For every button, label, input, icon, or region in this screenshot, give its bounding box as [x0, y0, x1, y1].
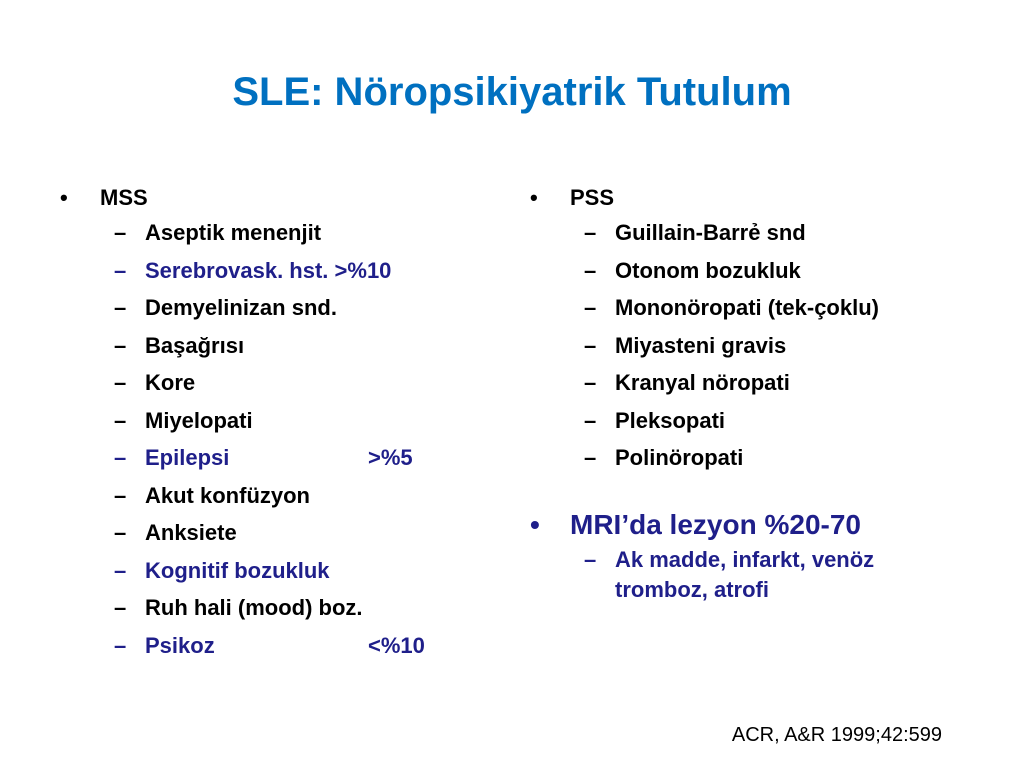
pss-heading: PSS: [570, 185, 615, 210]
dash-icon: –: [584, 370, 597, 395]
dash-icon: –: [114, 257, 127, 283]
list-item-otonom: – Otonom bozukluk: [530, 252, 950, 290]
list-item-miyasteni: – Miyasteni gravis: [530, 327, 950, 365]
list-item-mri-detail-cont: tromboz, atrofi: [615, 576, 769, 602]
dash-icon: –: [114, 370, 127, 395]
list-item-demyelinizan: – Demyelinizan snd.: [60, 289, 480, 327]
bullet-mri: [530, 505, 950, 545]
dash-icon: –: [584, 407, 597, 433]
slide-title: SLE: Nöropsikiyatrik Tutulum: [232, 70, 792, 114]
bullet-icon: •: [530, 185, 538, 210]
dash-icon: –: [114, 595, 127, 620]
list-item-kognitif: – Kognitif bozukluk: [60, 552, 480, 590]
bullet-pss: [530, 182, 950, 214]
list-item-aseptik-menenjit: – Aseptik menenjit: [60, 214, 480, 252]
dash-icon: –: [114, 557, 127, 583]
list-item-mononoropati: – Mononöropati (tek-çoklu): [530, 289, 950, 327]
list-item-anksiete: – Anksiete: [60, 514, 480, 552]
dash-icon: –: [584, 220, 597, 245]
list-item-kranyal: – Kranyal nöropati: [530, 364, 950, 402]
dash-icon: –: [584, 332, 597, 358]
dash-icon: –: [114, 632, 127, 658]
list-item-guillain-barre: – Guillain-Barrẻ snd: [530, 214, 950, 252]
list-item-basagrisi: – Başağrısı: [60, 327, 480, 365]
list-item-psikoz: – Psikoz <%10: [60, 627, 480, 665]
reference-citation: ACR, A&R 1999;42:599: [731, 724, 942, 746]
mss-heading: MSS: [100, 185, 148, 210]
dash-icon: –: [584, 546, 597, 572]
list-item-polinoropati: – Polinöropati: [530, 439, 950, 477]
dash-icon: –: [114, 407, 127, 433]
list-item-kore: – Kore: [60, 364, 480, 402]
list-item-serebrovask: – Serebrovask. hst. >%10: [60, 252, 480, 290]
right-column: [530, 182, 950, 605]
dash-icon: –: [584, 257, 597, 283]
mri-heading: MRI’da lezyon %20-70: [570, 508, 861, 540]
bullet-mss: [60, 182, 480, 214]
bullet-icon: •: [60, 185, 68, 210]
bullet-icon: •: [530, 508, 540, 540]
dash-icon: –: [114, 482, 127, 508]
list-item-ruh-hali: – Ruh hali (mood) boz.: [60, 589, 480, 627]
dash-icon: –: [584, 295, 597, 320]
dash-icon: –: [114, 520, 127, 545]
left-column: [60, 182, 480, 664]
dash-icon: –: [114, 220, 127, 245]
dash-icon: –: [114, 295, 127, 320]
list-item-epilepsi: – Epilepsi >%5: [60, 439, 480, 477]
psikoz-percent: <%10: [368, 632, 425, 658]
epilepsi-percent: >%5: [368, 445, 413, 470]
list-item-mri-detail: – Ak madde, infarkt, venöz: [530, 545, 950, 575]
dash-icon: –: [114, 332, 127, 358]
list-item-akut-konfuzyon: – Akut konfüzyon: [60, 477, 480, 515]
list-item-miyelopati: – Miyelopati: [60, 402, 480, 440]
dash-icon: –: [114, 445, 127, 470]
dash-icon: –: [584, 445, 597, 470]
list-item-pleksopati: – Pleksopati: [530, 402, 950, 440]
